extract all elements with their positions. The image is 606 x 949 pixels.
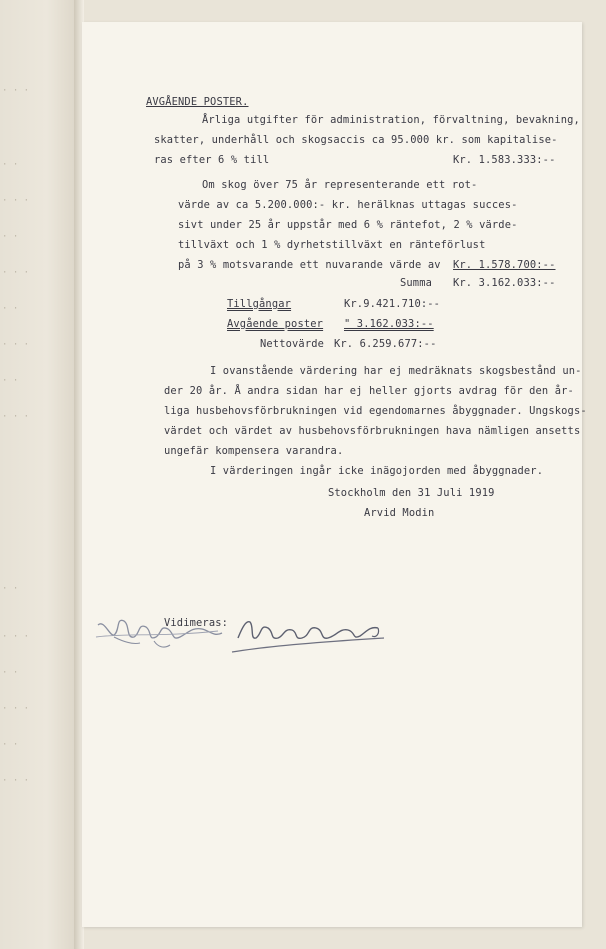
- paragraph-3-line-5: ungefär kompensera varandra.: [164, 445, 344, 457]
- paragraph-1-line-1: Årliga utgifter för administration, förvaltning, bevakning,: [202, 114, 580, 126]
- paragraph-1-line-3: ras efter 6 % till: [154, 154, 270, 166]
- paragraph-2-line-3: sivt under 25 år uppstår med 6 % räntefot, 2 % värde-: [178, 219, 518, 231]
- assets-amount: Kr.9.421.710:--: [344, 298, 441, 310]
- summa-amount: Kr. 3.162.033:--: [453, 277, 556, 289]
- paragraph-3-line-4: värdet och värdet av husbehovsförbrukningen hava nämligen ansetts: [164, 425, 581, 437]
- net-value-label: Nettovärde: [260, 338, 325, 350]
- paragraph-2-line-1: Om skog över 75 år representerande ett rot-: [202, 179, 478, 191]
- deductions-label: Avgående poster: [227, 318, 324, 330]
- paragraph-1-line-2: skatter, underhåll och skogsaccis ca 95.000 kr. som kapitalise-: [154, 134, 558, 146]
- handwritten-signature-1: [94, 607, 229, 651]
- paragraph-3-line-3: liga husbehovsförbrukningen vid egendomarnes åbyggnader. Ungskogs-: [164, 405, 587, 417]
- paragraph-4: I värderingen ingår icke inägojorden med åbyggnader.: [210, 465, 544, 477]
- paragraph-2-line-4: tillväxt och 1 % dyrhetstillväxt en ränteförlust: [178, 239, 486, 251]
- author-name: Arvid Modin: [364, 507, 435, 519]
- handwritten-signature-2: [228, 608, 388, 660]
- document-page: [82, 22, 587, 927]
- amount-interest-loss: Kr. 1.578.700:--: [453, 259, 556, 271]
- paragraph-2-line-5: på 3 % motsvarande ett nuvarande värde av: [178, 259, 441, 271]
- net-value-amount: Kr. 6.259.677:--: [334, 338, 437, 350]
- place-and-date: Stockholm den 31 Juli 1919: [328, 487, 495, 499]
- assets-label: Tillgångar: [227, 298, 292, 310]
- facing-page-edge: · · · · · · · · · · · · · · · · · · · · · · · · · · · · · · · · · · · · · ·: [0, 0, 78, 949]
- summa-label: Summa: [400, 277, 433, 289]
- deductions-amount: " 3.162.033:--: [344, 318, 434, 330]
- vidimeras-label: Vidimeras:: [164, 617, 229, 629]
- paragraph-3-line-1: I ovanstående värdering har ej medräknats skogsbestånd un-: [210, 365, 582, 377]
- paragraph-2-line-2: värde av ca 5.200.000:- kr. herälknas uttagas succes-: [178, 199, 518, 211]
- amount-administration: Kr. 1.583.333:--: [453, 154, 556, 166]
- section-heading: AVGÅENDE POSTER.: [146, 96, 249, 108]
- paragraph-3-line-2: der 20 år. Å andra sidan har ej heller gjorts avdrag för den år-: [164, 385, 574, 397]
